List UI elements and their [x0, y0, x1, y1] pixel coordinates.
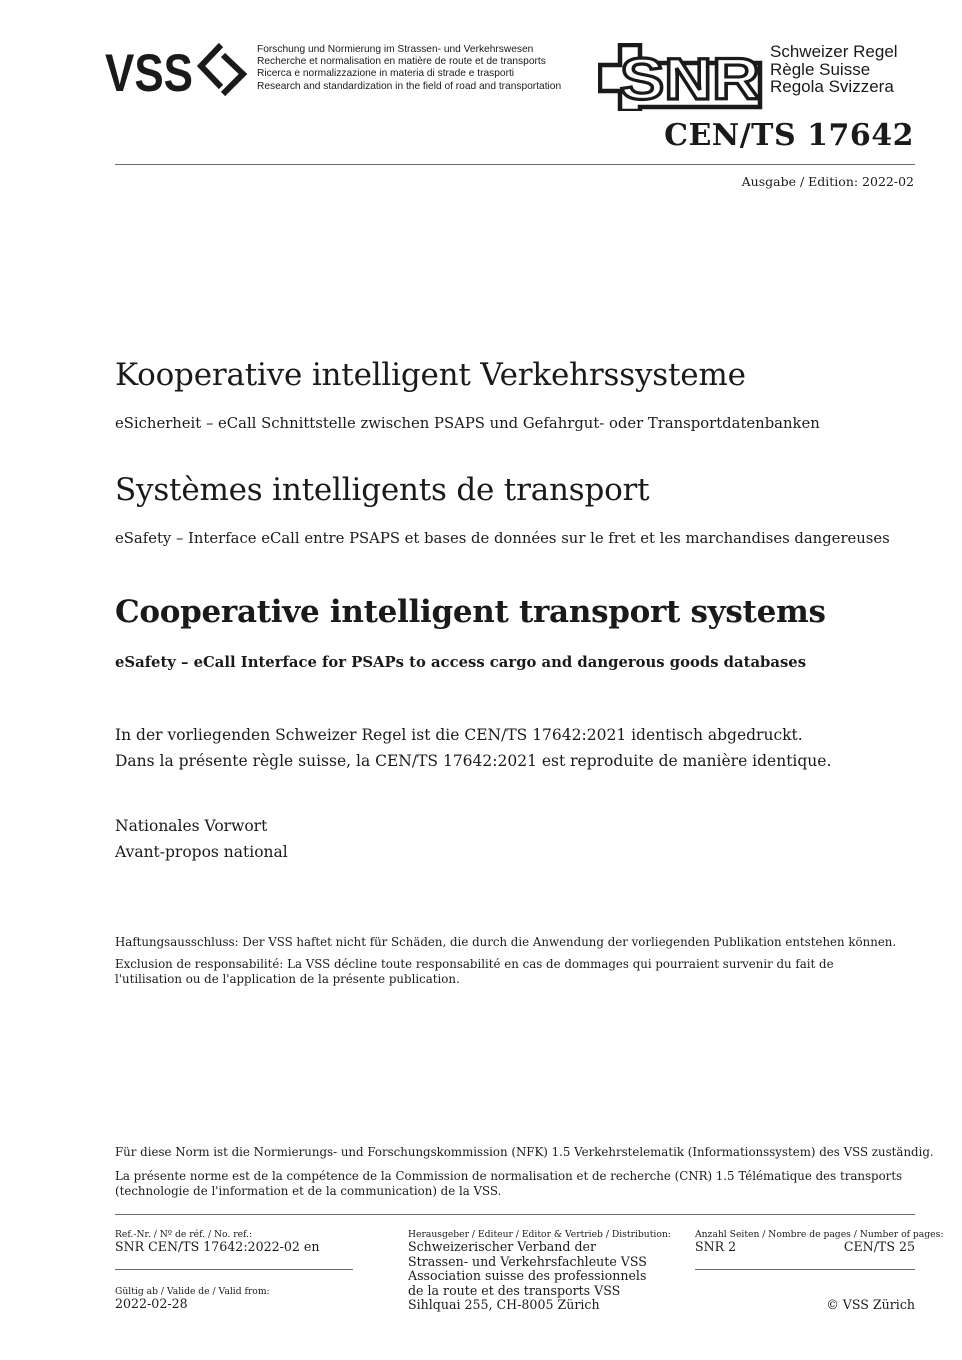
subtitle-english: eSafety – eCall Interface for PSAPs to access cargo and dangerous goods databases — [115, 654, 807, 671]
header-divider — [115, 164, 915, 165]
footer-divider — [115, 1214, 915, 1215]
title-english: Cooperative intelligent transport systems — [115, 594, 826, 630]
valid-from-label: Gültig ab / Valide de / Valid from: — [115, 1286, 270, 1297]
disclaimer-french: Exclusion de responsabilité: La VSS décline toute responsabilité en cas de dommages qui pourraient survenir du fait de l'utilisation ou de l'application de la présente publication. — [115, 957, 834, 986]
subtitle-french: eSafety – Interface eCall entre PSAPS et bases de données sur le fret et les marchandises dangereuses — [115, 530, 890, 547]
reference-number-label: Ref.-Nr. / Nº de réf. / No. ref.: — [115, 1229, 253, 1240]
publisher-label: Herausgeber / Editeur / Editor & Vertrieb / Distribution: — [408, 1229, 671, 1240]
publisher-line: Schweizerischer Verband der — [408, 1239, 596, 1254]
tagline-it: Ricerca e normalizzazione in materia di strade e trasporti — [257, 68, 515, 80]
identical-notice-german: In der vorliegenden Schweizer Regel ist die CEN/TS 17642:2021 identisch abgedruckt. — [115, 726, 803, 744]
tagline-en: Research and standardization in the field of road and transportation — [257, 80, 562, 92]
vss-logo-text: VSS — [105, 44, 193, 98]
vss-logo — [105, 42, 250, 98]
publisher-line: Strassen- und Verkehrsfachleute VSS — [408, 1253, 647, 1269]
snr-languages — [770, 43, 898, 96]
committee-responsibility-french: La présente norme est de la compétence de la Commission de normalisation et de recherche (CNR) 1.5 Télématique des transports (technologie de l'information et de la communication) de la VSS. — [115, 1169, 903, 1198]
document-number: CEN/TS 17642 — [664, 118, 914, 153]
page-count-label: Anzahl Seiten / Nombre de pages / Number of pages: — [695, 1229, 944, 1240]
title-french: Systèmes intelligents de transport — [115, 472, 650, 508]
tagline-fr: Recherche et normalisation en matière de route et de transports — [257, 56, 546, 68]
committee-responsibility-german: Für diese Norm ist die Normierungs- und Forschungskommission (NFK) 1.5 Verkehrstelematik (Informationssystem) des VSS zuständig. — [115, 1145, 934, 1159]
copyright-notice: © VSS Zürich — [826, 1297, 915, 1312]
publisher-line: de la route et des transports VSS — [408, 1282, 621, 1298]
publisher-address — [408, 1240, 647, 1313]
tagline-de: Forschung und Normierung im Strassen- und Verkehrswesen — [257, 44, 534, 55]
page-count-snr: SNR 2 — [695, 1239, 737, 1254]
identical-notice-french: Dans la présente règle suisse, la CEN/TS 17642:2021 est reproduite de manière identique. — [115, 752, 832, 770]
snr-logo — [598, 43, 766, 111]
publisher-line: Association suisse des professionnels — [408, 1268, 647, 1283]
publisher-line: Sihlquai 255, CH-8005 Zürich — [408, 1297, 600, 1312]
edition-label: Ausgabe / Edition: 2022-02 — [741, 174, 914, 189]
reference-number-value: SNR CEN/TS 17642:2022-02 en — [115, 1239, 320, 1254]
national-foreword-french: Avant-propos national — [115, 843, 288, 861]
snr-logo-text: SNR — [620, 47, 760, 111]
title-german: Kooperative intelligent Verkehrssysteme — [115, 357, 746, 393]
valid-from-value: 2022-02-28 — [115, 1296, 188, 1311]
page-count-cen: CEN/TS 25 — [843, 1239, 915, 1254]
subtitle-german: eSicherheit – eCall Schnittstelle zwischen PSAPS und Gefahrgut- oder Transportdatenbanken — [115, 415, 820, 432]
national-foreword-german: Nationales Vorwort — [115, 817, 268, 835]
vss-tagline — [257, 44, 561, 93]
footer-left-divider — [115, 1269, 353, 1270]
snr-line-fr: Règle Suisse — [770, 59, 871, 79]
footer-right-divider — [695, 1269, 915, 1270]
snr-line-it: Regola Svizzera — [770, 77, 894, 96]
snr-line-de: Schweizer Regel — [770, 42, 898, 61]
disclaimer-german: Haftungsausschluss: Der VSS haftet nicht für Schäden, die durch die Anwendung der vorliegenden Publikation entstehen können. — [115, 935, 897, 949]
